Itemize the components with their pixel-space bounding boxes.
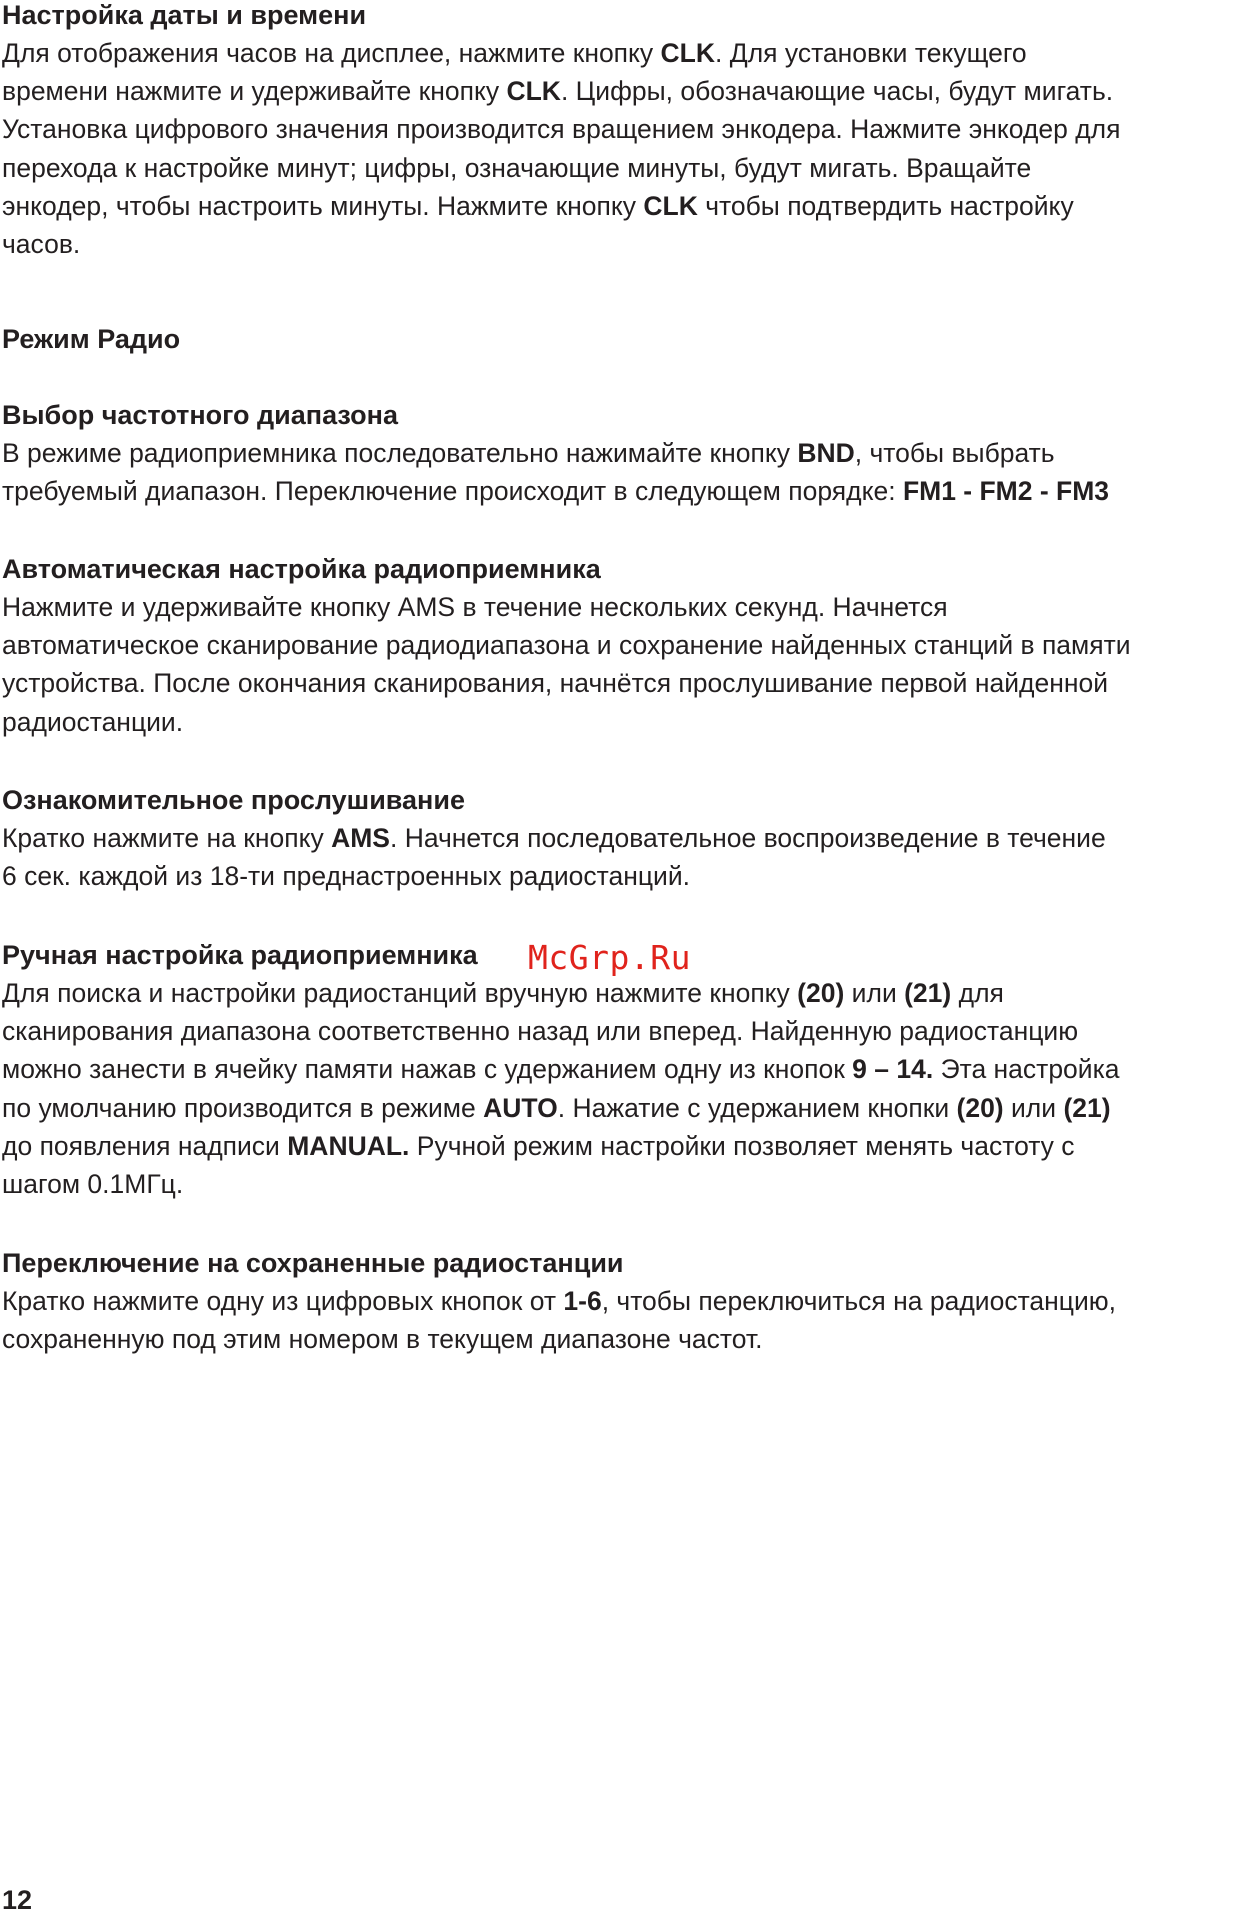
text-line: Установка цифрового значения производится вращением энкодера. Нажмите энкодер для bbox=[2, 114, 1121, 145]
text-line: Для поиска и настройки радиостанций вручную нажмите кнопку (20) или (21) для bbox=[2, 978, 1004, 1008]
text-line: В режиме радиоприемника последовательно нажимайте кнопку BND, чтобы выбрать bbox=[2, 438, 1055, 468]
section-time-body bbox=[2, 34, 1234, 263]
section-manual-body bbox=[2, 974, 1234, 1203]
text-line: перехода к настройке минут; цифры, означающие минуты, будут мигать. Вращайте bbox=[2, 152, 1032, 183]
text-line: Нажмите и удерживайте кнопку AMS в течение нескольких секунд. Начнется bbox=[2, 592, 948, 622]
text-line: можно занести в ячейку памяти нажав с удержанием одну из кнопок 9 – 14. Эта настройка bbox=[2, 1054, 1120, 1085]
text-line: Для отображения часов на дисплее, нажмите кнопку CLK. Для установки текущего bbox=[2, 38, 1027, 68]
section-band-body bbox=[2, 434, 1234, 510]
section-auto-body bbox=[2, 588, 1234, 741]
bold-term: CLK bbox=[660, 38, 716, 68]
text-line: радиостанции. bbox=[2, 706, 184, 737]
text-line: энкодер, чтобы настроить минуты. Нажмите кнопку CLK чтобы подтвердить настройку bbox=[2, 190, 1074, 221]
text-line: Кратко нажмите одну из цифровых кнопок от 1-6, чтобы переключиться на радиостанцию, bbox=[2, 1286, 1117, 1316]
section-preview-heading: Ознакомительное прослушивание bbox=[2, 785, 465, 815]
bold-term: AUTO bbox=[483, 1092, 558, 1123]
bold-term: AMS bbox=[331, 823, 390, 853]
bold-term: (20) bbox=[956, 1092, 1004, 1123]
text-line: автоматическое сканирование радиодиапазона и сохранение найденных станций в памяти bbox=[2, 630, 1131, 661]
text-line: сканирования диапазона соответственно назад или вперед. Найденную радиостанцию bbox=[2, 1016, 1079, 1047]
section-manual-heading: Ручная настройка радиоприемника bbox=[2, 940, 478, 970]
bold-term: BND bbox=[797, 438, 855, 468]
bold-term: MANUAL. bbox=[287, 1130, 410, 1161]
section-auto-heading: Автоматическая настройка радиоприемника bbox=[2, 554, 601, 584]
section-band bbox=[2, 396, 1234, 510]
bold-term: 9 – 14. bbox=[852, 1054, 934, 1085]
text-line: шагом 0.1МГц. bbox=[2, 1169, 184, 1200]
bold-term: 1-6 bbox=[563, 1286, 602, 1316]
text-line: по умолчанию производится в режиме AUTO. Нажатие с удержанием кнопки (20) или (21) bbox=[2, 1092, 1111, 1123]
section-preview bbox=[2, 781, 1234, 895]
section-presets bbox=[2, 1244, 1234, 1358]
bold-term: (21) bbox=[1063, 1092, 1111, 1123]
text-line: требуемый диапазон. Переключение происходит в следующем порядке: FM1 - FM2 - FM3 bbox=[2, 476, 1110, 507]
page-number: 12 bbox=[2, 1885, 33, 1915]
section-presets-body bbox=[2, 1282, 1234, 1358]
section-time bbox=[2, 0, 1234, 263]
text-line: устройства. После окончания сканирования, начнётся прослушивание первой найденной bbox=[2, 668, 1109, 699]
bold-term: FM1 - FM2 - FM3 bbox=[902, 476, 1110, 507]
text-line: 6 сек. каждой из 18-ти преднастроенных радиостанций. bbox=[2, 861, 691, 892]
section-auto bbox=[2, 550, 1234, 741]
text-line: до появления надписи MANUAL. Ручной режим настройки позволяет менять частоту с bbox=[2, 1130, 1075, 1161]
watermark-text: McGrp.Ru bbox=[528, 938, 691, 977]
section-time-heading: Настройка даты и времени bbox=[2, 0, 367, 30]
text-line: часов. bbox=[2, 229, 81, 260]
section-presets-heading: Переключение на сохраненные радиостанции bbox=[2, 1248, 624, 1278]
section-preview-body bbox=[2, 819, 1234, 895]
bold-term: CLK bbox=[506, 76, 561, 107]
bold-term: (21) bbox=[904, 978, 952, 1008]
bold-term: CLK bbox=[643, 190, 698, 221]
section-radio-heading: Режим Радио bbox=[2, 324, 181, 354]
text-line: времени нажмите и удерживайте кнопку CLK. Цифры, обозначающие часы, будут мигать. bbox=[2, 76, 1114, 107]
bold-term: (20) bbox=[797, 978, 845, 1008]
text-line: сохраненную под этим номером в текущем диапазоне частот. bbox=[2, 1324, 763, 1355]
section-band-heading: Выбор частотного диапазона bbox=[2, 400, 398, 430]
section-radio bbox=[2, 320, 1234, 358]
text-line: Кратко нажмите на кнопку AMS. Начнется последовательное воспроизведение в течение bbox=[2, 823, 1106, 853]
